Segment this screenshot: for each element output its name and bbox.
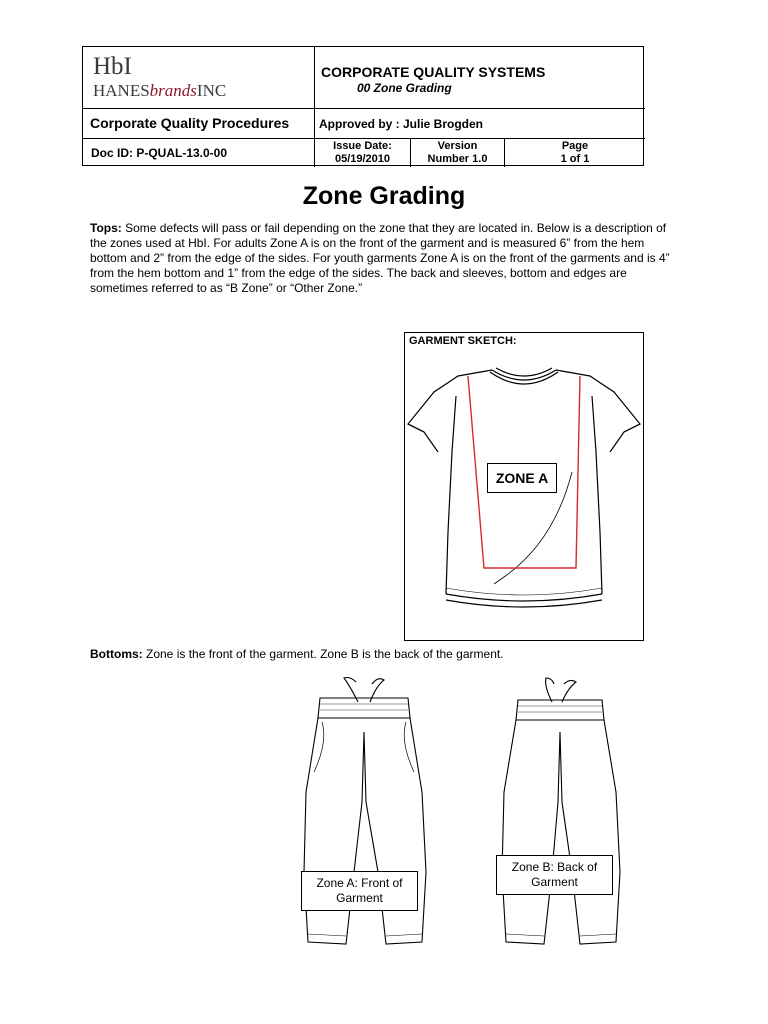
- zone-b-callout-line1: Zone B: Back of: [511, 860, 598, 874]
- hbi-logo: HbI: [93, 53, 132, 80]
- system-title: CORPORATE QUALITY SYSTEMS: [321, 64, 546, 80]
- issue-date-label: Issue Date:: [333, 140, 392, 152]
- garment-sketch-label: GARMENT SKETCH:: [409, 335, 517, 347]
- zone-a-callout-line1: Zone A: Front of: [316, 876, 403, 890]
- bottoms-paragraph: [90, 647, 504, 661]
- logo-cell: [83, 47, 315, 109]
- tops-text: Some defects will pass or fail depending on the zone that they are located in. Below is a description of the zones used at HbI. For adults Zone A is on the front of the garment and is measured 6” from the hem bottom and 2” from the edge of the sides. For youth garments Zone A is on the front of the garments and is 4” from the hem bottom and 1” from the edge of the sides. The back and sleeves, bottom and edges are sometimes referred to as “B Zone” or “Other Zone.”: [90, 221, 670, 295]
- issue-date-value: 05/19/2010: [334, 153, 391, 165]
- zone-b-back-callout: [496, 855, 613, 895]
- pants-back-sketch: [496, 672, 626, 952]
- issue-date-cell: [315, 139, 411, 167]
- doc-id-cell: [83, 139, 315, 167]
- system-title-cell: [315, 47, 645, 109]
- page-value: 1 of 1: [560, 153, 590, 165]
- version-cell: [411, 139, 505, 167]
- page-title: Zone Grading: [302, 182, 466, 210]
- procedures-cell: [83, 109, 315, 139]
- version-value: Number 1.0: [427, 153, 488, 165]
- version-label: Version: [437, 140, 478, 152]
- tops-paragraph: [90, 221, 680, 296]
- approved-by-label: Approved by : Julie Brogden: [319, 117, 484, 131]
- document-header-table: [82, 46, 644, 166]
- page-cell: [505, 139, 645, 167]
- bottoms-text: Zone is the front of the garment. Zone B is the back of the garment.: [142, 647, 504, 661]
- bottoms-label: Bottoms:: [90, 647, 143, 661]
- hanesbrands-wordmark: HANESbrandsINC: [93, 81, 227, 100]
- zone-a-callout-line2: Garment: [336, 891, 383, 905]
- zone-a-front-callout: [301, 871, 418, 911]
- procedures-label: Corporate Quality Procedures: [90, 115, 290, 131]
- approved-by-cell: [315, 109, 645, 139]
- zone-b-callout-line2: Garment: [531, 875, 578, 889]
- page-label: Page: [561, 140, 589, 152]
- system-subtitle: 00 Zone Grading: [357, 81, 452, 95]
- tops-label: Tops:: [90, 221, 122, 235]
- doc-id-label: Doc ID: P-QUAL-13.0-00: [91, 146, 228, 160]
- zone-a-tag: ZONE A: [487, 463, 557, 493]
